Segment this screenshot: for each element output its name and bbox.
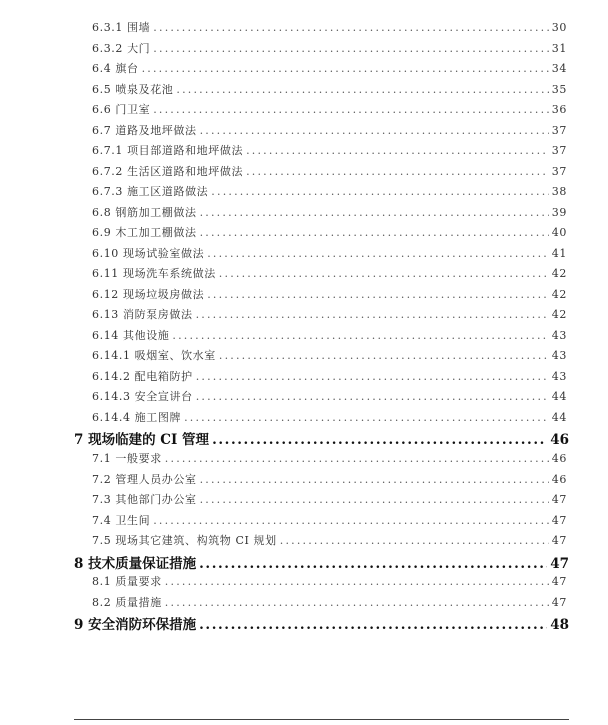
toc-entry[interactable] (92, 101, 567, 117)
toc-page-number: 30 (551, 21, 567, 34)
toc-entry[interactable] (92, 512, 567, 528)
toc-page-number: 48 (550, 617, 569, 633)
toc-entry-label: 6.8 钢筋加工棚做法 (92, 206, 197, 219)
toc-entry-label: 8.2 质量措施 (92, 596, 162, 609)
toc-entry[interactable] (92, 163, 567, 179)
toc-page-number: 37 (551, 144, 567, 157)
toc-dot-leader (207, 247, 549, 260)
toc-entry-label: 6.4 旗台 (92, 62, 139, 75)
toc-entry[interactable] (92, 19, 567, 35)
toc-page-number: 42 (551, 288, 567, 301)
toc-page-number: 43 (551, 349, 567, 362)
toc-entry[interactable] (92, 573, 567, 589)
toc-entry[interactable] (92, 388, 567, 404)
toc-dot-leader (153, 103, 549, 116)
toc-page-number: 44 (551, 390, 567, 403)
toc-entry-label: 6.6 门卫室 (92, 103, 151, 116)
toc-page-number: 39 (551, 206, 567, 219)
toc-page-number: 42 (551, 267, 567, 280)
toc-entry-label: 6.7.1 项目部道路和地坪做法 (92, 144, 244, 157)
toc-dot-leader (207, 288, 549, 301)
toc-dot-leader (219, 267, 549, 280)
toc-entry-label: 6.12 现场垃圾房做法 (92, 288, 205, 301)
toc-dot-leader (153, 42, 549, 55)
toc-entry[interactable] (92, 204, 567, 220)
toc-dot-leader (196, 370, 549, 383)
toc-dot-leader (184, 411, 549, 424)
toc-page-number: 47 (551, 493, 567, 506)
toc-page-number: 46 (551, 452, 567, 465)
toc-entry[interactable] (92, 224, 567, 240)
toc-page-number: 47 (551, 514, 567, 527)
toc-page-number: 42 (551, 308, 567, 321)
toc-entry[interactable] (92, 183, 567, 199)
toc-chapter-label: 8 技术质量保证措施 (74, 556, 197, 572)
toc-dot-leader (196, 390, 549, 403)
toc-dot-leader (200, 473, 549, 486)
toc-page-number: 40 (551, 226, 567, 239)
toc-entry[interactable] (92, 368, 567, 384)
toc-entry[interactable] (92, 450, 567, 466)
toc-entry[interactable] (92, 327, 567, 343)
toc-entry[interactable] (92, 245, 567, 261)
toc-entry[interactable] (92, 409, 567, 425)
toc-dot-leader (172, 329, 548, 342)
toc-entry-label: 6.14.1 吸烟室、饮水室 (92, 349, 216, 362)
toc-entry-label: 6.14.4 施工图牌 (92, 411, 182, 424)
toc-entry-label: 7.3 其他部门办公室 (92, 493, 197, 506)
toc-dot-leader (200, 124, 549, 137)
toc-entry-label: 6.3.2 大门 (92, 42, 151, 55)
toc-chapter-entry[interactable] (74, 613, 569, 633)
toc-dot-leader (153, 514, 549, 527)
toc-entry-label: 6.11 现场洗车系统做法 (92, 267, 216, 280)
toc-page-number: 41 (551, 247, 567, 260)
toc-dot-leader (153, 21, 549, 34)
toc-entry-label: 7.1 一般要求 (92, 452, 162, 465)
toc-entry-label: 7.2 管理人员办公室 (92, 473, 197, 486)
toc-page-number: 47 (551, 596, 567, 609)
toc-dot-leader (200, 493, 549, 506)
toc-page-number: 46 (550, 432, 569, 448)
toc-page-number: 47 (550, 556, 569, 572)
toc-page-number: 43 (551, 329, 567, 342)
toc-entry-label: 6.5 喷泉及花池 (92, 83, 174, 96)
toc-dot-leader (165, 452, 549, 465)
toc-entry[interactable] (92, 491, 567, 507)
toc-entry-label: 6.3.1 围墙 (92, 21, 151, 34)
toc-page-number: 38 (551, 185, 567, 198)
toc-dot-leader (211, 185, 549, 198)
toc-page-number: 43 (551, 370, 567, 383)
toc-entry[interactable] (92, 532, 567, 548)
toc-page-number: 35 (551, 83, 567, 96)
toc-entry[interactable] (92, 286, 567, 302)
toc-page-number: 47 (551, 534, 567, 547)
toc-entry-label: 7.4 卫生间 (92, 514, 151, 527)
toc-chapter-entry[interactable] (74, 552, 569, 572)
toc-entry-label: 7.5 现场其它建筑、构筑物 CI 规划 (92, 534, 277, 547)
toc-entry[interactable] (92, 81, 567, 97)
toc-chapter-label: 9 安全消防环保措施 (74, 617, 197, 633)
toc-entry[interactable] (92, 40, 567, 56)
toc-page-number: 36 (551, 103, 567, 116)
toc-dot-leader (142, 62, 549, 75)
toc-page-number: 37 (551, 124, 567, 137)
toc-dot-leader (165, 596, 549, 609)
toc-entry-label: 6.14.2 配电箱防护 (92, 370, 193, 383)
toc-entry-label: 6.13 消防泵房做法 (92, 308, 193, 321)
toc-entry[interactable] (92, 347, 567, 363)
toc-entry-label: 6.9 木工加工棚做法 (92, 226, 197, 239)
toc-dot-leader (196, 308, 549, 321)
toc-dot-leader (200, 226, 549, 239)
toc-dot-leader (176, 83, 548, 96)
toc-entry-label: 6.7.3 施工区道路做法 (92, 185, 209, 198)
toc-dot-leader (165, 575, 549, 588)
toc-dot-leader (246, 165, 549, 178)
toc-dot-leader (199, 617, 547, 633)
toc-page-number: 37 (551, 165, 567, 178)
toc-dot-leader (246, 144, 549, 157)
toc-entry[interactable] (92, 471, 567, 487)
toc-page-number: 44 (551, 411, 567, 424)
toc-entry[interactable] (92, 306, 567, 322)
toc-dot-leader (199, 556, 547, 572)
toc-dot-leader (200, 206, 549, 219)
toc-entry-label: 6.7 道路及地坪做法 (92, 124, 197, 137)
toc-entry-label: 6.14.3 安全宣讲台 (92, 390, 193, 403)
toc-page-number: 47 (551, 575, 567, 588)
footer-divider (74, 719, 569, 720)
toc-entry-label: 6.14 其他设施 (92, 329, 170, 342)
toc-entry[interactable] (92, 122, 567, 138)
toc-entry-label: 6.10 现场试验室做法 (92, 247, 205, 260)
toc-page-number: 34 (551, 62, 567, 75)
toc-page-number: 46 (551, 473, 567, 486)
toc-entry-label: 8.1 质量要求 (92, 575, 162, 588)
toc-dot-leader (219, 349, 549, 362)
toc-dot-leader (212, 432, 547, 448)
toc-entry[interactable] (92, 265, 567, 281)
toc-chapter-entry[interactable] (74, 428, 569, 448)
toc-entry[interactable] (92, 60, 567, 76)
toc-page-number: 31 (551, 42, 567, 55)
toc-entry-label: 6.7.2 生活区道路和地坪做法 (92, 165, 244, 178)
toc-entry[interactable] (92, 142, 567, 158)
toc-entry[interactable] (92, 594, 567, 610)
toc-dot-leader (280, 534, 549, 547)
toc-chapter-label: 7 现场临建的 CI 管理 (74, 432, 210, 448)
